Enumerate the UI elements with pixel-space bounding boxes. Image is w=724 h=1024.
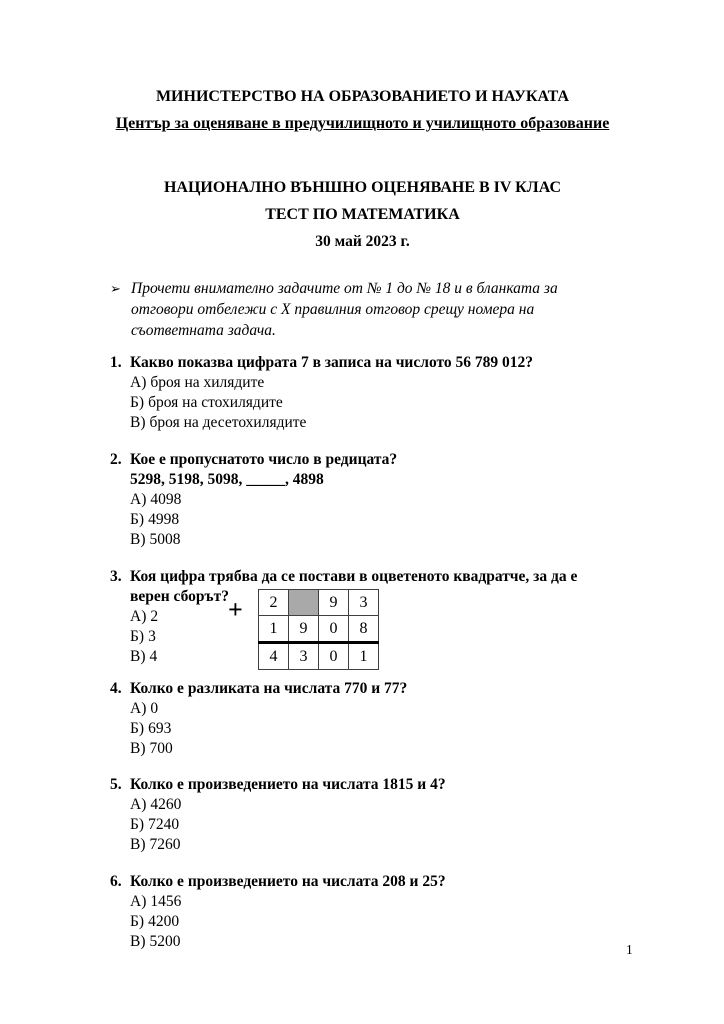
option-label: Б)	[130, 913, 145, 930]
option-text: броя на хилядите	[150, 374, 265, 391]
table-cell: 3	[349, 590, 379, 616]
options-list	[130, 699, 615, 759]
option-text: 3	[148, 628, 156, 645]
option-text: 7240	[148, 816, 180, 833]
question-number: 2.	[110, 451, 122, 468]
question-1	[110, 353, 615, 433]
option-b	[130, 510, 615, 530]
table-cell: 1	[349, 643, 379, 670]
shaded-cell	[289, 590, 319, 616]
table-cell: 1	[259, 616, 289, 643]
option-v	[130, 413, 615, 433]
page-content	[110, 88, 615, 952]
option-label: А)	[130, 893, 147, 910]
option-v	[130, 932, 615, 952]
question-text: Кое е пропуснатото число в редицата?	[130, 451, 398, 468]
option-text: 4998	[148, 511, 180, 528]
option-text: 700	[149, 740, 173, 757]
option-label: А)	[130, 796, 147, 813]
center-header: Център за оценяване в предучилищното и училищното образование	[115, 115, 610, 132]
question-5	[110, 775, 615, 855]
table-cell: 8	[349, 616, 379, 643]
option-label: Б)	[130, 511, 145, 528]
question-head	[110, 353, 615, 373]
option-label: А)	[130, 700, 147, 717]
question-text: Колко е произведението на числата 208 и 25?	[130, 873, 446, 890]
option-label: А)	[130, 608, 147, 625]
instruction-text: Прочети внимателно задачите от № 1 до № 18 и в бланката за отговори отбележи с Х правилния отговор срещу номера на съответната задача.	[131, 280, 558, 339]
option-label: В)	[130, 531, 146, 548]
ministry-header: МИНИСТЕРСТВО НА ОБРАЗОВАНИЕТО И НАУКАТА	[155, 88, 570, 105]
option-text: броя на стохилядите	[148, 394, 283, 411]
option-text: 4260	[150, 796, 182, 813]
option-label: А)	[130, 374, 147, 391]
option-text: 5200	[149, 933, 181, 950]
option-text: 5008	[149, 531, 181, 548]
question-4	[110, 679, 615, 759]
exam-title: НАЦИОНАЛНО ВЪНШНО ОЦЕНЯВАНЕ В IV КЛАС	[163, 179, 561, 196]
table-cell: 4	[259, 643, 289, 670]
option-label: В)	[130, 414, 146, 431]
option-v	[130, 530, 615, 550]
question-number: 5.	[110, 776, 122, 793]
exam-date: 30 май 2023 г.	[315, 233, 410, 250]
question-text: Коя цифра трябва да се постави в оцветеното квадратче, за да е верен сборът?	[130, 568, 578, 605]
options-list	[130, 490, 615, 550]
question-number: 6.	[110, 873, 122, 890]
option-label: Б)	[130, 394, 145, 411]
question-number: 1.	[110, 354, 122, 371]
arrow-bullet-icon: ➢	[110, 281, 121, 296]
table-cell: 9	[319, 590, 349, 616]
table-cell: 0	[319, 643, 349, 670]
question-2	[110, 450, 615, 550]
option-a	[130, 373, 615, 393]
option-a	[130, 490, 615, 510]
option-label: Б)	[130, 628, 145, 645]
question-head	[110, 872, 615, 892]
table-cell: 3	[289, 643, 319, 670]
table-cell: 9	[289, 616, 319, 643]
question-number: 3.	[110, 568, 122, 585]
option-label: В)	[130, 836, 146, 853]
option-text: 4200	[148, 913, 180, 930]
table-row	[259, 616, 379, 643]
test-title: ТЕСТ ПО МАТЕМАТИКА	[265, 206, 460, 223]
option-a	[130, 699, 615, 719]
option-text: 2	[150, 608, 159, 625]
option-label: А)	[130, 491, 147, 508]
question-text: Колко е разликата на числата 770 и 77?	[130, 680, 408, 697]
option-a	[130, 892, 615, 912]
plus-sign: +	[228, 595, 243, 624]
question-text: Колко е произведението на числата 1815 и 4?	[130, 776, 446, 793]
question-number: 4.	[110, 680, 122, 697]
table-row	[259, 643, 379, 670]
options-list	[130, 795, 615, 855]
option-text: 1456	[150, 893, 182, 910]
question-3	[110, 567, 615, 669]
option-label: Б)	[130, 720, 145, 737]
option-b	[130, 719, 615, 739]
option-text: 4	[149, 648, 158, 665]
page-number: 1	[626, 942, 633, 957]
table-cell: 2	[259, 590, 289, 616]
option-b	[130, 393, 615, 413]
question-head	[110, 679, 615, 699]
option-text: броя на десетохилядите	[149, 414, 307, 431]
option-text: 4098	[150, 491, 182, 508]
instruction	[110, 278, 615, 341]
table-row	[259, 590, 379, 616]
options-list	[130, 892, 615, 952]
option-b	[130, 815, 615, 835]
table-cell: 0	[319, 616, 349, 643]
option-v	[130, 739, 615, 759]
option-text: 7260	[149, 836, 181, 853]
option-b	[130, 912, 615, 932]
option-label: В)	[130, 740, 146, 757]
option-text: 693	[148, 720, 172, 737]
addition-table	[258, 589, 379, 670]
question-text: Какво показва цифрата 7 в записа на числото 56 789 012?	[130, 354, 534, 371]
option-label: В)	[130, 933, 146, 950]
option-text: 0	[150, 700, 159, 717]
option-label: В)	[130, 648, 146, 665]
question-head	[110, 775, 615, 795]
number-sequence: 5298, 5198, 5098, _____, 4898	[130, 471, 324, 488]
option-label: Б)	[130, 816, 145, 833]
question-head	[110, 450, 615, 470]
options-list	[130, 373, 615, 433]
option-v	[130, 835, 615, 855]
question-6	[110, 872, 615, 952]
option-a	[130, 795, 615, 815]
